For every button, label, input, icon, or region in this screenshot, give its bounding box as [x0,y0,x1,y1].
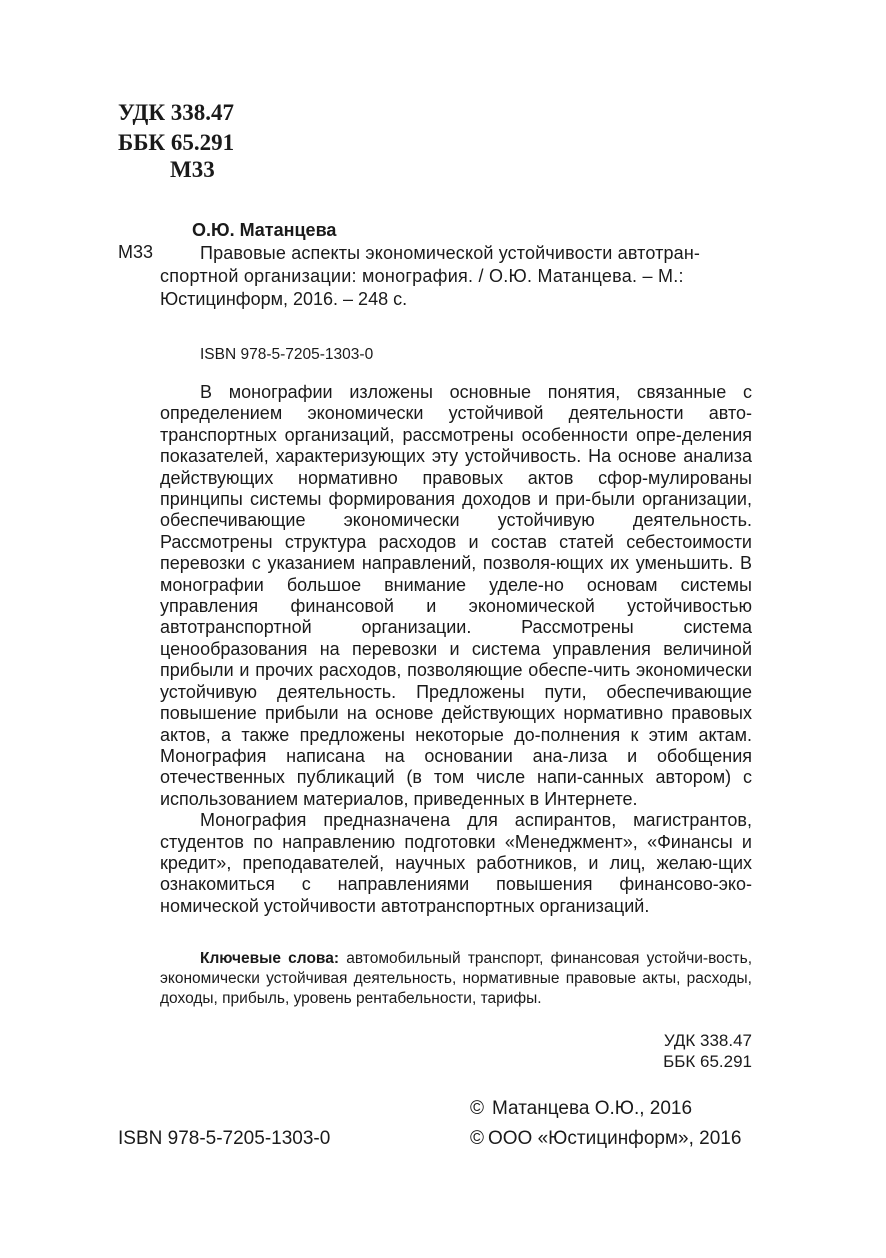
copyright-symbol-2: © [470,1128,484,1149]
bibliographic-cipher: М33 [118,242,154,262]
bibliographic-line-2: спортной организации: монография. / О.Ю. Матанцева. – М.: [160,266,684,286]
bibliographic-line-3: Юстицинформ, 2016. – 248 с. [160,289,408,309]
bbk-code: ББК 65.291 [118,130,235,155]
author-name: О.Ю. Матанцева [192,220,337,240]
copyright-symbol: © [470,1098,484,1119]
abstract-paragraph-1: В монографии изложены основные понятия, связанные с определением экономически устойчивой деятельности авто-транспортных организаций, рассмотрены особенности опре-деления показателей, характеризующих эту устойчивость. На основе анализа действующих нормативно правовых актов сфор-мулированы принципы системы формирования доходов и при-были организации, обеспечивающие экономически устойчивую деятельность. Рассмотрены структура расходов и состав статей себестоимости перевозки с указанием направлений, позволя-ющих их уменьшить. В монографии большое внимание уделе-но основам системы управления финансовой и экономической устойчивостью автотранспортной организации. Рассмотрены система ценообразования на перевозки и система управления величиной прибыли и прочих расходов, позволяющие обеспе-чить экономически устойчивую деятельность. Предложены пути, обеспечивающие повышение прибыли на основе действующих нормативно правовых актов, а также предложены некоторые до-полнения к этим актам. Монография написана на основании ана-лиза и обобщения отечественных публикаций (в том числе напи-санных автором) с использованием материалов, приведенных в Интернете. [160,382,752,809]
isbn-bottom: ISBN 978-5-7205-1303-0 [118,1128,331,1149]
bbk-code-bottom: ББК 65.291 [663,1052,752,1071]
copyright-author [470,1094,692,1124]
keywords-label: Ключевые слова: [200,950,340,967]
bibliographic-line-1: Правовые аспекты экономической устойчивости автотран- [200,243,701,263]
isbn-top: ISBN 978-5-7205-1303-0 [200,346,374,363]
copyright-author-text: Матанцева О.Ю., 2016 [492,1098,693,1119]
abstract-paragraph-2: Монография предназначена для аспирантов, магистрантов, студентов по направлению подготовки «Менеджмент», «Финансы и кредит», преподавателей, научных работников, и лиц, желаю-щих ознакомиться с направлениями повышения финансово-эко-номической устойчивости автотранспортных организаций. [160,810,752,916]
copyright-publisher [470,1124,741,1154]
copyright-publisher-text: ООО «Юстицинформ», 2016 [488,1128,742,1149]
author-cipher: М33 [170,157,215,182]
bibliographic-description [160,242,752,311]
abstract [160,382,752,917]
keywords [160,949,752,1009]
udk-code: УДК 338.47 [118,100,235,125]
classification-bottom [592,1030,752,1072]
keywords-text: автомобильный транспорт, финансовая устойчи-вость, экономически устойчивая деятельность, нормативные правовые акты, расходы, доходы, прибыль, уровень рентабельности, тарифы. [160,950,753,1007]
udk-code-bottom: УДК 338.47 [663,1031,752,1050]
